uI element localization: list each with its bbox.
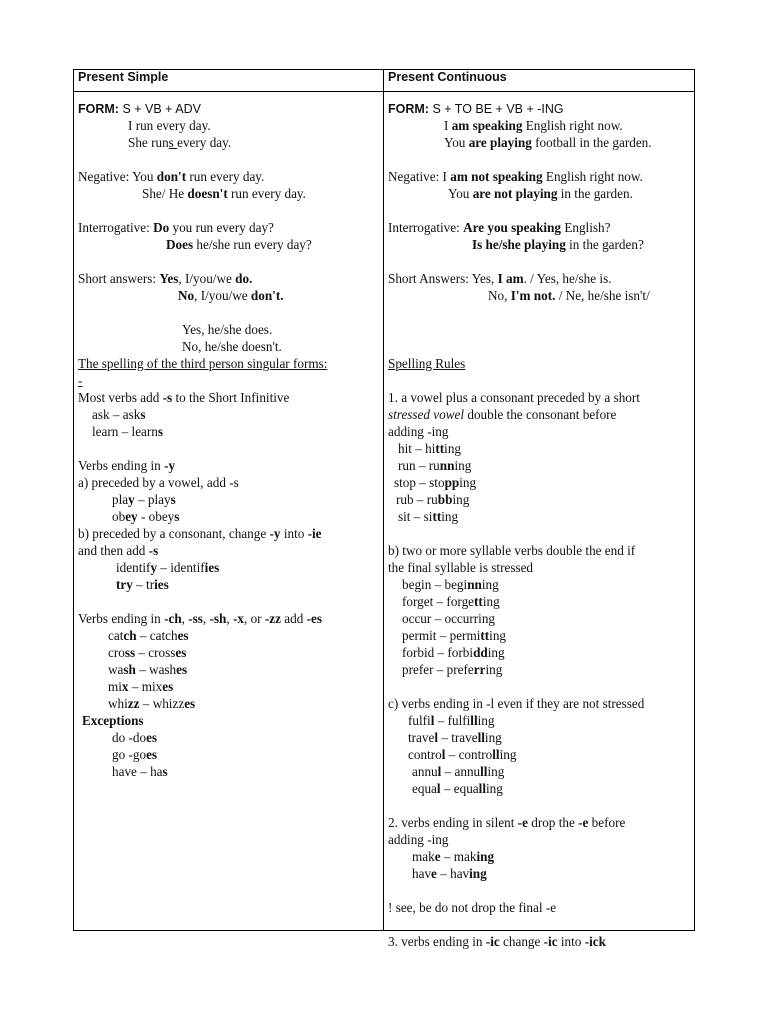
text-segment: l: [437, 764, 442, 779]
text-segment: mi: [108, 679, 122, 694]
present-continuous-header: Present Continuous: [384, 70, 695, 92]
text-segment: tt: [432, 509, 442, 524]
text-segment: forbid – forbi: [402, 645, 474, 660]
left-line: [78, 219, 274, 236]
text-segment: -: [78, 373, 83, 388]
text-segment: contro: [408, 747, 442, 762]
text-segment: in the garden.: [557, 186, 633, 201]
text-segment: ll: [492, 747, 500, 762]
right-line: [396, 491, 469, 508]
text-segment: English?: [561, 220, 611, 235]
text-segment: every day.: [177, 135, 232, 150]
text-segment: – fulfi: [434, 713, 471, 728]
right-line: [402, 627, 506, 644]
text-segment: pp: [444, 475, 460, 490]
text-segment: trave: [408, 730, 435, 745]
right-line: [408, 746, 516, 763]
text-segment: b) two or more syllable verbs double the end if: [388, 543, 636, 558]
text-segment: Negative: You: [78, 169, 157, 184]
text-segment: tt: [474, 594, 483, 609]
left-line: [178, 287, 284, 304]
text-segment: , I/you/we: [178, 271, 236, 286]
left-line: [78, 355, 327, 372]
text-segment: into: [280, 526, 308, 541]
text-segment: No,: [488, 288, 511, 303]
text-segment: ,: [181, 611, 189, 626]
text-segment: run – ru: [398, 458, 440, 473]
text-segment: ies: [154, 577, 169, 592]
text-segment: ing: [487, 645, 505, 660]
text-segment: adding -ing: [388, 832, 449, 847]
text-segment: don't.: [250, 288, 284, 303]
text-segment: – catch: [136, 628, 178, 643]
text-segment: ,: [202, 611, 210, 626]
text-segment: ll: [470, 713, 478, 728]
text-segment: prefer – prefe: [402, 662, 474, 677]
text-segment: ing: [482, 594, 500, 609]
text-segment: Do: [153, 220, 170, 235]
text-segment: The spelling of the third person singular forms:: [78, 356, 328, 371]
text-segment: cat: [108, 628, 124, 643]
text-segment: nn: [439, 458, 455, 473]
right-line: [398, 457, 471, 474]
text-segment: ing: [452, 492, 470, 507]
right-line: [388, 100, 564, 118]
text-segment: am speaking: [451, 118, 523, 133]
left-line: [142, 185, 306, 202]
right-line: [412, 763, 504, 780]
text-segment: ing: [481, 577, 499, 592]
right-line: [388, 933, 606, 950]
right-line: [398, 440, 461, 457]
left-line: [82, 712, 144, 729]
text-segment: hav: [412, 866, 432, 881]
text-segment: es: [184, 696, 196, 711]
text-segment: She run: [128, 135, 169, 150]
text-segment: , or: [243, 611, 265, 626]
text-segment: s: [162, 764, 168, 779]
text-segment: , I/you/we: [194, 288, 251, 303]
left-line: [108, 695, 195, 712]
text-segment: run every day.: [186, 169, 265, 184]
text-segment: You: [448, 186, 473, 201]
text-segment: -es: [306, 611, 322, 626]
text-segment: Does: [166, 237, 194, 252]
text-segment: try: [116, 577, 133, 592]
text-segment: ing: [487, 764, 505, 779]
text-segment: ing: [486, 781, 503, 796]
text-segment: and then add: [78, 543, 149, 558]
text-segment: in the garden?: [565, 237, 644, 252]
text-segment: to the Short Infinitive: [172, 390, 290, 405]
text-segment: . / Yes, he/she is.: [523, 271, 612, 286]
text-segment: e: [434, 849, 441, 864]
right-line: [394, 474, 476, 491]
text-segment: l: [436, 781, 441, 796]
text-segment: – tr: [132, 577, 155, 592]
text-segment: zz: [127, 696, 140, 711]
present-simple-header: Present Simple: [74, 70, 384, 92]
text-segment: Yes, he/she does.: [182, 322, 273, 337]
text-segment: No: [178, 288, 195, 303]
left-line: [78, 372, 82, 389]
text-segment: ing: [454, 458, 472, 473]
left-line: [108, 661, 187, 678]
text-segment: ll: [477, 730, 485, 745]
text-segment: I: [444, 118, 452, 133]
text-segment: -zz: [264, 611, 281, 626]
text-segment: into: [557, 934, 585, 949]
text-segment: doesn't: [187, 186, 228, 201]
text-segment: I am: [497, 271, 524, 286]
text-segment: begin – begi: [402, 577, 468, 592]
right-line: [388, 355, 465, 372]
text-segment: c) verbs ending in -l even if they are not stressed: [388, 696, 645, 711]
text-segment: annu: [412, 764, 438, 779]
text-segment: he/she run every day?: [193, 237, 312, 252]
left-line: [78, 542, 158, 559]
left-line: [128, 117, 211, 134]
right-line: [412, 780, 503, 797]
text-segment: mak: [412, 849, 435, 864]
left-line: [92, 423, 163, 440]
text-segment: – cross: [135, 645, 176, 660]
text-segment: es: [162, 679, 174, 694]
text-segment: – trave: [438, 730, 478, 745]
text-segment: tt: [480, 628, 490, 643]
right-line: [388, 899, 556, 916]
left-line: [128, 134, 231, 151]
text-segment: wa: [108, 662, 124, 677]
text-segment: ing: [441, 509, 459, 524]
left-line: [78, 457, 175, 474]
left-line: [112, 729, 157, 746]
text-segment: have – ha: [112, 764, 163, 779]
right-line: [388, 831, 448, 848]
text-segment: do.: [235, 271, 253, 286]
right-line: [408, 729, 502, 746]
right-line: [408, 712, 494, 729]
text-segment: the final syllable is stressed: [388, 560, 534, 575]
present-continuous-cell: [384, 92, 695, 949]
left-line: [112, 763, 168, 780]
text-segment: -e: [517, 815, 528, 830]
text-segment: FORM:: [388, 102, 429, 116]
right-line: [402, 644, 505, 661]
left-line: [182, 321, 272, 338]
text-segment: es: [175, 645, 187, 660]
text-segment: drop the: [527, 815, 579, 830]
text-segment: before: [588, 815, 626, 830]
text-segment: permit – permi: [402, 628, 481, 643]
left-line: [78, 168, 264, 185]
left-line: [108, 644, 186, 661]
text-segment: – play: [134, 492, 171, 507]
text-segment: ing: [476, 849, 495, 864]
text-segment: es: [176, 662, 188, 677]
text-segment: do -do: [112, 730, 147, 745]
right-line: [388, 270, 612, 287]
text-segment: -ss: [188, 611, 203, 626]
text-segment: ob: [112, 509, 126, 524]
text-segment: ask – ask: [92, 407, 141, 422]
text-segment: double the consonant before: [464, 407, 617, 422]
text-segment: / Ne, he/she isn't/: [555, 288, 650, 303]
text-segment: Are you speaking: [463, 220, 562, 235]
right-line: [388, 423, 448, 440]
right-line: [388, 814, 625, 831]
text-segment: l: [434, 730, 439, 745]
text-segment: – mix: [128, 679, 163, 694]
text-segment: equa: [412, 781, 437, 796]
text-segment: s: [140, 407, 146, 422]
left-line: [166, 236, 312, 253]
text-segment: ing: [484, 730, 502, 745]
grammar-table: [73, 69, 695, 949]
right-line: [472, 236, 644, 253]
right-line: [488, 287, 650, 304]
text-segment: -y: [164, 458, 176, 473]
text-segment: Most verbs add: [78, 390, 163, 405]
text-segment: es: [146, 747, 158, 762]
text-segment: add: [280, 611, 307, 626]
text-segment: stressed vowel: [388, 407, 465, 422]
text-segment: am not speaking: [450, 169, 543, 184]
text-segment: Interrogative:: [78, 220, 154, 235]
text-segment: go -go: [112, 747, 147, 762]
text-segment: fulfi: [408, 713, 431, 728]
text-segment: rr: [473, 662, 486, 677]
text-segment: S + TO BE + VB + -ING: [428, 102, 564, 116]
text-segment: -x: [232, 611, 244, 626]
text-segment: ing: [469, 866, 487, 881]
right-line: [388, 406, 616, 423]
right-line: [444, 117, 623, 134]
text-segment: es: [146, 730, 158, 745]
text-segment: – identif: [157, 560, 205, 575]
right-line: [412, 865, 487, 882]
text-segment: ing: [485, 662, 503, 677]
text-segment: 3. verbs ending in: [388, 934, 486, 949]
text-segment: She/ He: [142, 186, 188, 201]
right-line: [388, 168, 643, 185]
right-line: [388, 389, 640, 406]
text-segment: cro: [108, 645, 125, 660]
text-segment: – contro: [445, 747, 493, 762]
right-line: [388, 542, 635, 559]
text-segment: -ic: [543, 934, 558, 949]
text-segment: Verbs ending in: [78, 458, 165, 473]
text-segment: -e: [578, 815, 589, 830]
text-segment: ing: [444, 441, 462, 456]
text-segment: l: [430, 713, 435, 728]
text-segment: a) preceded by a vowel, add -s: [78, 475, 239, 490]
text-segment: s: [168, 135, 178, 150]
text-segment: Negative: I: [388, 169, 451, 184]
text-segment: -y: [269, 526, 281, 541]
text-segment: Verbs ending in: [78, 611, 165, 626]
text-segment: sit – si: [398, 509, 433, 524]
text-segment: ing: [459, 475, 477, 490]
right-line: [444, 134, 652, 151]
left-line: [78, 610, 322, 627]
text-segment: ch: [123, 628, 137, 643]
text-segment: ing: [477, 713, 495, 728]
text-segment: -ch: [164, 611, 182, 626]
text-segment: English right now.: [542, 169, 643, 184]
text-segment: e: [431, 866, 437, 881]
text-segment: -ie: [307, 526, 322, 541]
right-line: [398, 508, 458, 525]
text-segment: 2. verbs ending in silent: [388, 815, 518, 830]
text-segment: ey: [125, 509, 138, 524]
left-line: [112, 508, 179, 525]
text-segment: FORM:: [78, 102, 119, 116]
text-segment: ing: [489, 628, 507, 643]
text-segment: ss: [124, 645, 136, 660]
left-line: [78, 270, 252, 287]
right-line: [412, 848, 494, 865]
text-segment: dd: [473, 645, 488, 660]
text-segment: No, he/she doesn't.: [182, 339, 282, 354]
text-segment: I'm not.: [510, 288, 556, 303]
text-segment: Short Answers: Yes,: [388, 271, 498, 286]
right-line: [388, 559, 533, 576]
text-segment: run every day.: [227, 186, 306, 201]
right-line: [388, 695, 644, 712]
left-line: [116, 576, 169, 593]
text-segment: I run every day.: [128, 118, 211, 133]
text-segment: forget – forge: [402, 594, 475, 609]
text-segment: S + VB + ADV: [118, 102, 201, 116]
text-segment: bb: [437, 492, 453, 507]
text-segment: sh: [123, 662, 136, 677]
header-row: [74, 70, 695, 92]
text-segment: nn: [467, 577, 482, 592]
text-segment: learn – learn: [92, 424, 158, 439]
text-segment: es: [177, 628, 189, 643]
text-segment: identif: [116, 560, 151, 575]
right-line: [448, 185, 633, 202]
present-simple-cell: [74, 92, 384, 931]
text-segment: ies: [204, 560, 220, 575]
text-segment: ! see, be do not drop the final -e: [388, 900, 557, 915]
text-segment: pla: [112, 492, 129, 507]
text-segment: Yes: [159, 271, 179, 286]
text-segment: – whizz: [139, 696, 185, 711]
text-segment: You: [444, 135, 469, 150]
text-segment: - obey: [137, 509, 175, 524]
text-segment: English right now.: [522, 118, 623, 133]
right-line: [402, 661, 502, 678]
left-line: [108, 627, 189, 644]
text-segment: s: [157, 424, 164, 439]
text-segment: y: [150, 560, 158, 575]
text-segment: y: [128, 492, 135, 507]
text-segment: occur – occurring: [402, 611, 496, 626]
text-segment: – mak: [440, 849, 477, 864]
text-segment: rub – ru: [396, 492, 438, 507]
text-segment: Exceptions: [82, 713, 144, 728]
left-line: [92, 406, 146, 423]
text-segment: football in the garden.: [531, 135, 652, 150]
text-segment: ing: [499, 747, 517, 762]
left-line: [108, 678, 173, 695]
text-segment: Short answers:: [78, 271, 160, 286]
right-line: [402, 576, 499, 593]
text-segment: l: [441, 747, 446, 762]
right-line: [402, 610, 495, 627]
right-line: [402, 593, 500, 610]
text-segment: adding -ing: [388, 424, 449, 439]
text-segment: – hav: [436, 866, 470, 881]
text-segment: tt: [435, 441, 445, 456]
text-segment: -sh: [209, 611, 227, 626]
text-segment: s: [174, 509, 180, 524]
text-segment: -s: [148, 543, 159, 558]
text-segment: x: [121, 679, 129, 694]
text-segment: – wash: [135, 662, 177, 677]
text-segment: – equa: [440, 781, 479, 796]
text-segment: ll: [480, 764, 488, 779]
text-segment: Interrogative:: [388, 220, 464, 235]
text-segment: don't: [156, 169, 187, 184]
text-segment: s: [170, 492, 176, 507]
left-line: [182, 338, 282, 355]
left-line: [78, 389, 289, 406]
right-line: [388, 219, 610, 236]
text-segment: whi: [108, 696, 128, 711]
left-line: [78, 474, 239, 491]
text-segment: ,: [226, 611, 233, 626]
text-segment: are not playing: [472, 186, 558, 201]
left-line: [78, 525, 322, 542]
left-line: [112, 746, 157, 763]
text-segment: -ic: [485, 934, 500, 949]
text-segment: stop – sto: [394, 475, 445, 490]
text-segment: change: [499, 934, 544, 949]
text-segment: Spelling Rules: [388, 356, 466, 371]
left-line: [112, 491, 176, 508]
content-row: [74, 92, 695, 931]
text-segment: hit – hi: [398, 441, 436, 456]
text-segment: are playing: [468, 135, 532, 150]
text-segment: 1. a vowel plus a consonant preceded by a short: [388, 390, 640, 405]
text-segment: – annu: [441, 764, 481, 779]
text-segment: b) preceded by a consonant, change: [78, 526, 270, 541]
left-line: [116, 559, 219, 576]
text-segment: ll: [478, 781, 486, 796]
text-segment: you run every day?: [169, 220, 274, 235]
text-segment: -s: [162, 390, 173, 405]
text-segment: Is he/she playing: [472, 237, 566, 252]
text-segment: -ick: [584, 934, 606, 949]
left-line: [78, 100, 201, 118]
